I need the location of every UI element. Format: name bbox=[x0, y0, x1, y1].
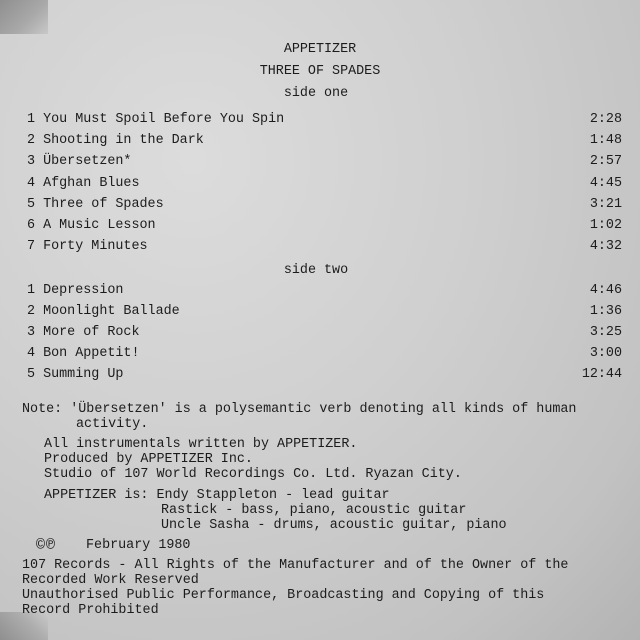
track-duration: 2:57 bbox=[589, 154, 622, 170]
track-duration: 2:28 bbox=[589, 112, 622, 127]
copyright-phonogram-icon: ©℗ bbox=[36, 537, 57, 554]
track-title: 5 Three of Spades bbox=[27, 196, 164, 212]
rights-line: 107 Records - All Rights of the Manufacturer and of the Owner of the bbox=[22, 558, 569, 573]
track-row bbox=[0, 154, 640, 172]
track-row bbox=[0, 197, 640, 215]
rights-line: Unauthorised Public Performance, Broadcasting and Copying of this bbox=[22, 588, 545, 603]
track-title: 6 A Music Lesson bbox=[27, 218, 156, 233]
track-row bbox=[0, 283, 640, 301]
track-duration: 3:21 bbox=[589, 196, 622, 212]
credit-line: All instrumentals written by APPETIZER. bbox=[44, 437, 358, 452]
track-row bbox=[0, 325, 640, 343]
track-title: 3 Übersetzen* bbox=[27, 154, 132, 170]
track-row bbox=[0, 367, 640, 385]
track-title: 2 Moonlight Ballade bbox=[27, 304, 180, 319]
album-title: THREE OF SPADES bbox=[259, 64, 381, 79]
worn-corner-top-left bbox=[0, 0, 48, 34]
track-duration: 4:46 bbox=[589, 283, 622, 298]
note-line: activity. bbox=[76, 417, 149, 432]
release-date: February 1980 bbox=[86, 538, 191, 553]
credit-line: Produced by APPETIZER Inc. bbox=[44, 452, 253, 467]
track-title: 1 Depression bbox=[27, 283, 124, 298]
track-row bbox=[0, 133, 640, 151]
rights-line: Recorded Work Reserved bbox=[22, 573, 199, 588]
track-row bbox=[0, 176, 640, 194]
track-duration: 12:44 bbox=[581, 367, 622, 382]
artist-title: APPETIZER bbox=[283, 42, 357, 57]
note-line: Note: 'Übersetzen' is a polysemantic verb denoting all kinds of human bbox=[22, 402, 577, 417]
track-row bbox=[0, 218, 640, 236]
track-title: 7 Forty Minutes bbox=[27, 239, 148, 255]
track-row bbox=[0, 239, 640, 257]
track-duration: 1:02 bbox=[589, 218, 622, 233]
track-duration: 4:45 bbox=[589, 175, 622, 191]
track-row bbox=[0, 346, 640, 364]
track-duration: 3:00 bbox=[589, 346, 622, 361]
lineup-line: APPETIZER is: Endy Stappleton - lead guitar bbox=[44, 488, 390, 503]
track-title: 5 Summing Up bbox=[27, 367, 124, 382]
track-duration: 4:32 bbox=[589, 239, 622, 255]
track-title: 2 Shooting in the Dark bbox=[27, 133, 204, 149]
track-title: 3 More of Rock bbox=[27, 325, 140, 340]
track-title: 4 Afghan Blues bbox=[27, 175, 140, 191]
track-row bbox=[0, 112, 640, 130]
track-duration: 1:36 bbox=[589, 304, 622, 319]
lineup-line: Rastick - bass, piano, acoustic guitar bbox=[161, 503, 467, 518]
side-two-heading: side two bbox=[283, 263, 349, 278]
credit-line: Studio of 107 World Recordings Co. Ltd. Ryazan City. bbox=[44, 467, 462, 482]
track-title: 1 You Must Spoil Before You Spin bbox=[27, 112, 285, 127]
track-duration: 1:48 bbox=[589, 133, 622, 149]
track-duration: 3:25 bbox=[589, 325, 622, 340]
lineup-line: Uncle Sasha - drums, acoustic guitar, piano bbox=[161, 518, 507, 533]
side-one-heading: side one bbox=[283, 86, 349, 101]
track-row bbox=[0, 304, 640, 322]
rights-line: Record Prohibited bbox=[22, 603, 159, 618]
track-title: 4 Bon Appetit! bbox=[27, 346, 140, 361]
